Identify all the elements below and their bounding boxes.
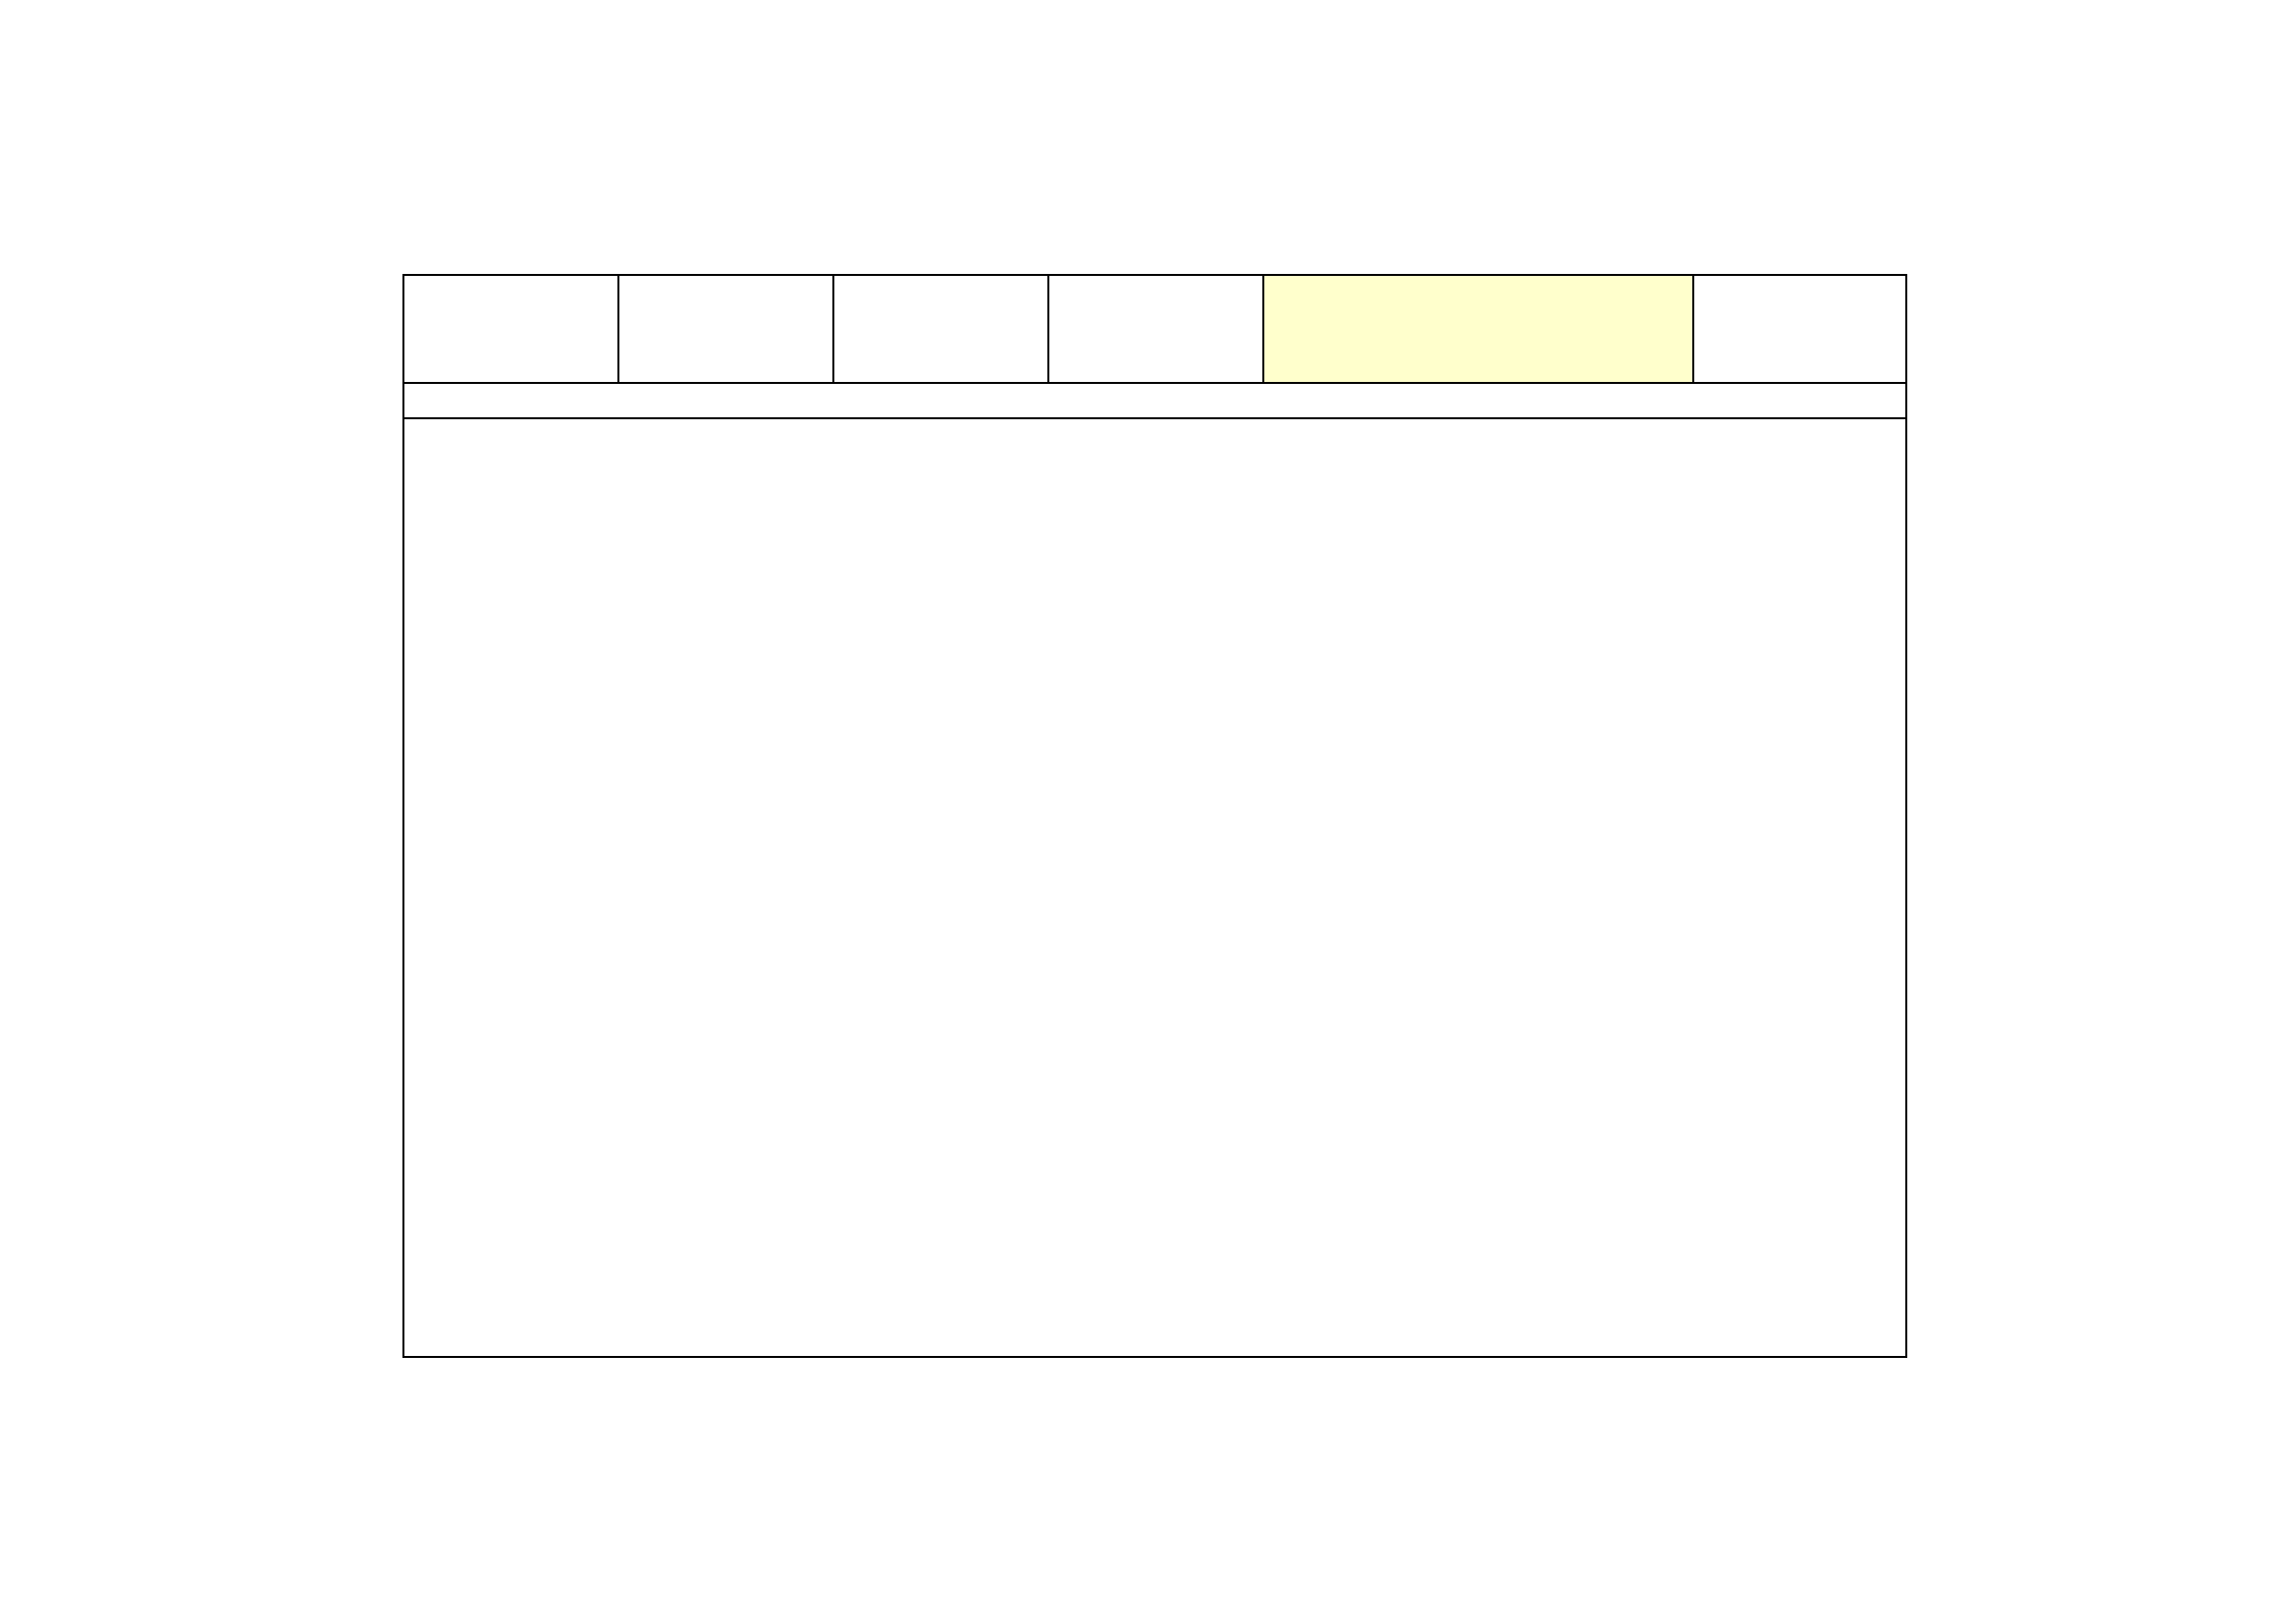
month-star-info xyxy=(619,276,834,384)
honmei-cell xyxy=(1049,276,1264,384)
weekday-row xyxy=(404,384,1905,419)
legend xyxy=(1694,276,1907,384)
calendar xyxy=(402,274,1907,1358)
title-cell xyxy=(1264,276,1694,384)
year-info xyxy=(404,276,619,384)
month-number-cell xyxy=(834,276,1049,384)
